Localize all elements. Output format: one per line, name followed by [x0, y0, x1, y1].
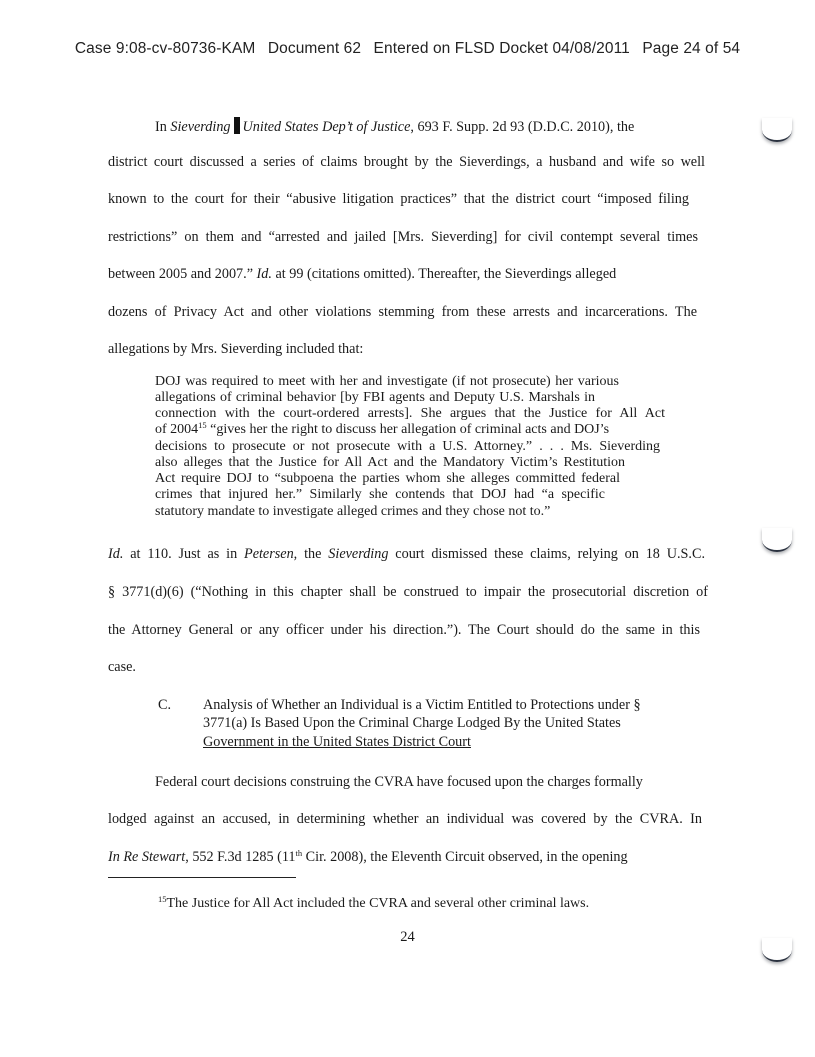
quote-line: also alleges that the Justice for All Act and the Mandatory Victim’s Restitution — [155, 455, 625, 470]
quote-line: crimes that injured her.” Similarly she contends that DOJ had “a specific — [155, 487, 605, 502]
quote-line: of 2004$^{15}$ “gives her the right to discuss her allegation of criminal acts and DOJ’s — [155, 420, 610, 437]
text-line: case. — [108, 659, 136, 675]
section-letter: C. — [158, 697, 172, 713]
text-line: the Attorney General or any officer under his direction.”). The Court should do the same in this — [108, 622, 700, 638]
text-line: In Re Stewart, 552 F.3d 1285 (11th Cir. 2008), the Eleventh Circuit observed, in the opening — [108, 848, 628, 865]
text-line: Federal court decisions construing the CVRA have focused upon the charges formally — [155, 774, 643, 790]
heading-line: 3771(a) Is Based Upon the Criminal Charge Lodged By the United States — [203, 715, 621, 731]
punch-hole-mark — [762, 528, 792, 552]
heading-line: Government in the United States District Court — [203, 734, 471, 750]
redaction-mark — [234, 117, 240, 134]
case-number: Case 9:08-cv-80736-KAM — [74, 40, 256, 57]
footnote — [158, 896, 589, 912]
text-line: lodged against an accused, in determining whether an individual was covered by the CVRA. In — [108, 811, 702, 827]
text-line: restrictions” on them and “arrested and jailed [Mrs. Sieverding] for civil contempt several times — [108, 229, 698, 245]
heading-line: Analysis of Whether an Individual is a Victim Entitled to Protections under § — [203, 697, 641, 713]
punch-hole-mark — [762, 938, 792, 962]
quote-line: allegations of criminal behavior [by FBI agents and Deputy U.S. Marshals in — [155, 390, 595, 405]
text-line: § 3771(d)(6) (“Nothing in this chapter shall be construed to impair the prosecutorial discretion of — [108, 584, 708, 600]
quote-line: statutory mandate to investigate alleged crimes and they chose not to.” — [155, 504, 551, 519]
quote-line: Act require DOJ to “subpoena the parties whom she alleges committed federal — [155, 471, 620, 486]
id-citation: Id. — [108, 546, 124, 562]
text-line: between 2005 and 2007.” Id. at 99 (citations omitted). Thereafter, the Sieverdings alleged — [108, 266, 617, 282]
text-line: district court discussed a series of claims brought by the Sieverdings, a husband and wife so well — [108, 154, 705, 170]
page-count: Page 24 of 54 — [642, 40, 741, 57]
footnote-ref: 15 — [198, 420, 207, 430]
punch-hole-mark — [762, 118, 792, 142]
case-citation: Petersen — [244, 546, 294, 562]
quote-line: connection with the court-ordered arrests]. She argues that the Justice for All Act — [155, 406, 665, 421]
text-line: known to the court for their “abusive litigation practices” that the district court “imposed filing — [108, 191, 689, 207]
case-citation: United States Dep’t of Justice — [242, 119, 411, 135]
docket-header — [0, 40, 815, 58]
text-line: allegations by Mrs. Sieverding included that: — [108, 341, 364, 357]
docket-entry: Entered on FLSD Docket 04/08/2011 — [373, 40, 630, 57]
id-citation: Id. — [256, 266, 272, 282]
ordinal-suffix: th — [295, 848, 303, 858]
case-citation: In Re Stewart — [108, 849, 186, 865]
document-number: Document 62 — [267, 40, 362, 57]
text-line: dozens of Privacy Act and other violations stemming from these arrests and incarcerations. The — [108, 304, 697, 320]
case-citation: Sieverding — [328, 546, 389, 562]
footnote-divider — [108, 877, 296, 878]
footnote-text: The Justice for All Act included the CVRA and several other criminal laws. — [166, 896, 590, 911]
quote-line: DOJ was required to meet with her and investigate (if not prosecute) her various — [155, 374, 619, 389]
footnote-number: 15 — [158, 894, 167, 904]
text-line: Id. at 110. Just as in Petersen, the Sieverding court dismissed these claims, relying on 18 U.S.C. — [108, 546, 705, 562]
page-number: 24 — [400, 929, 415, 945]
quote-line: decisions to prosecute or not prosecute with a U.S. Attorney.” . . . Ms. Sieverding — [155, 439, 660, 454]
case-citation: Sieverding — [170, 119, 231, 135]
text-line: In Sieverding United States Dep’t of Justice, 693 F. Supp. 2d 93 (D.D.C. 2010), the — [155, 119, 635, 135]
